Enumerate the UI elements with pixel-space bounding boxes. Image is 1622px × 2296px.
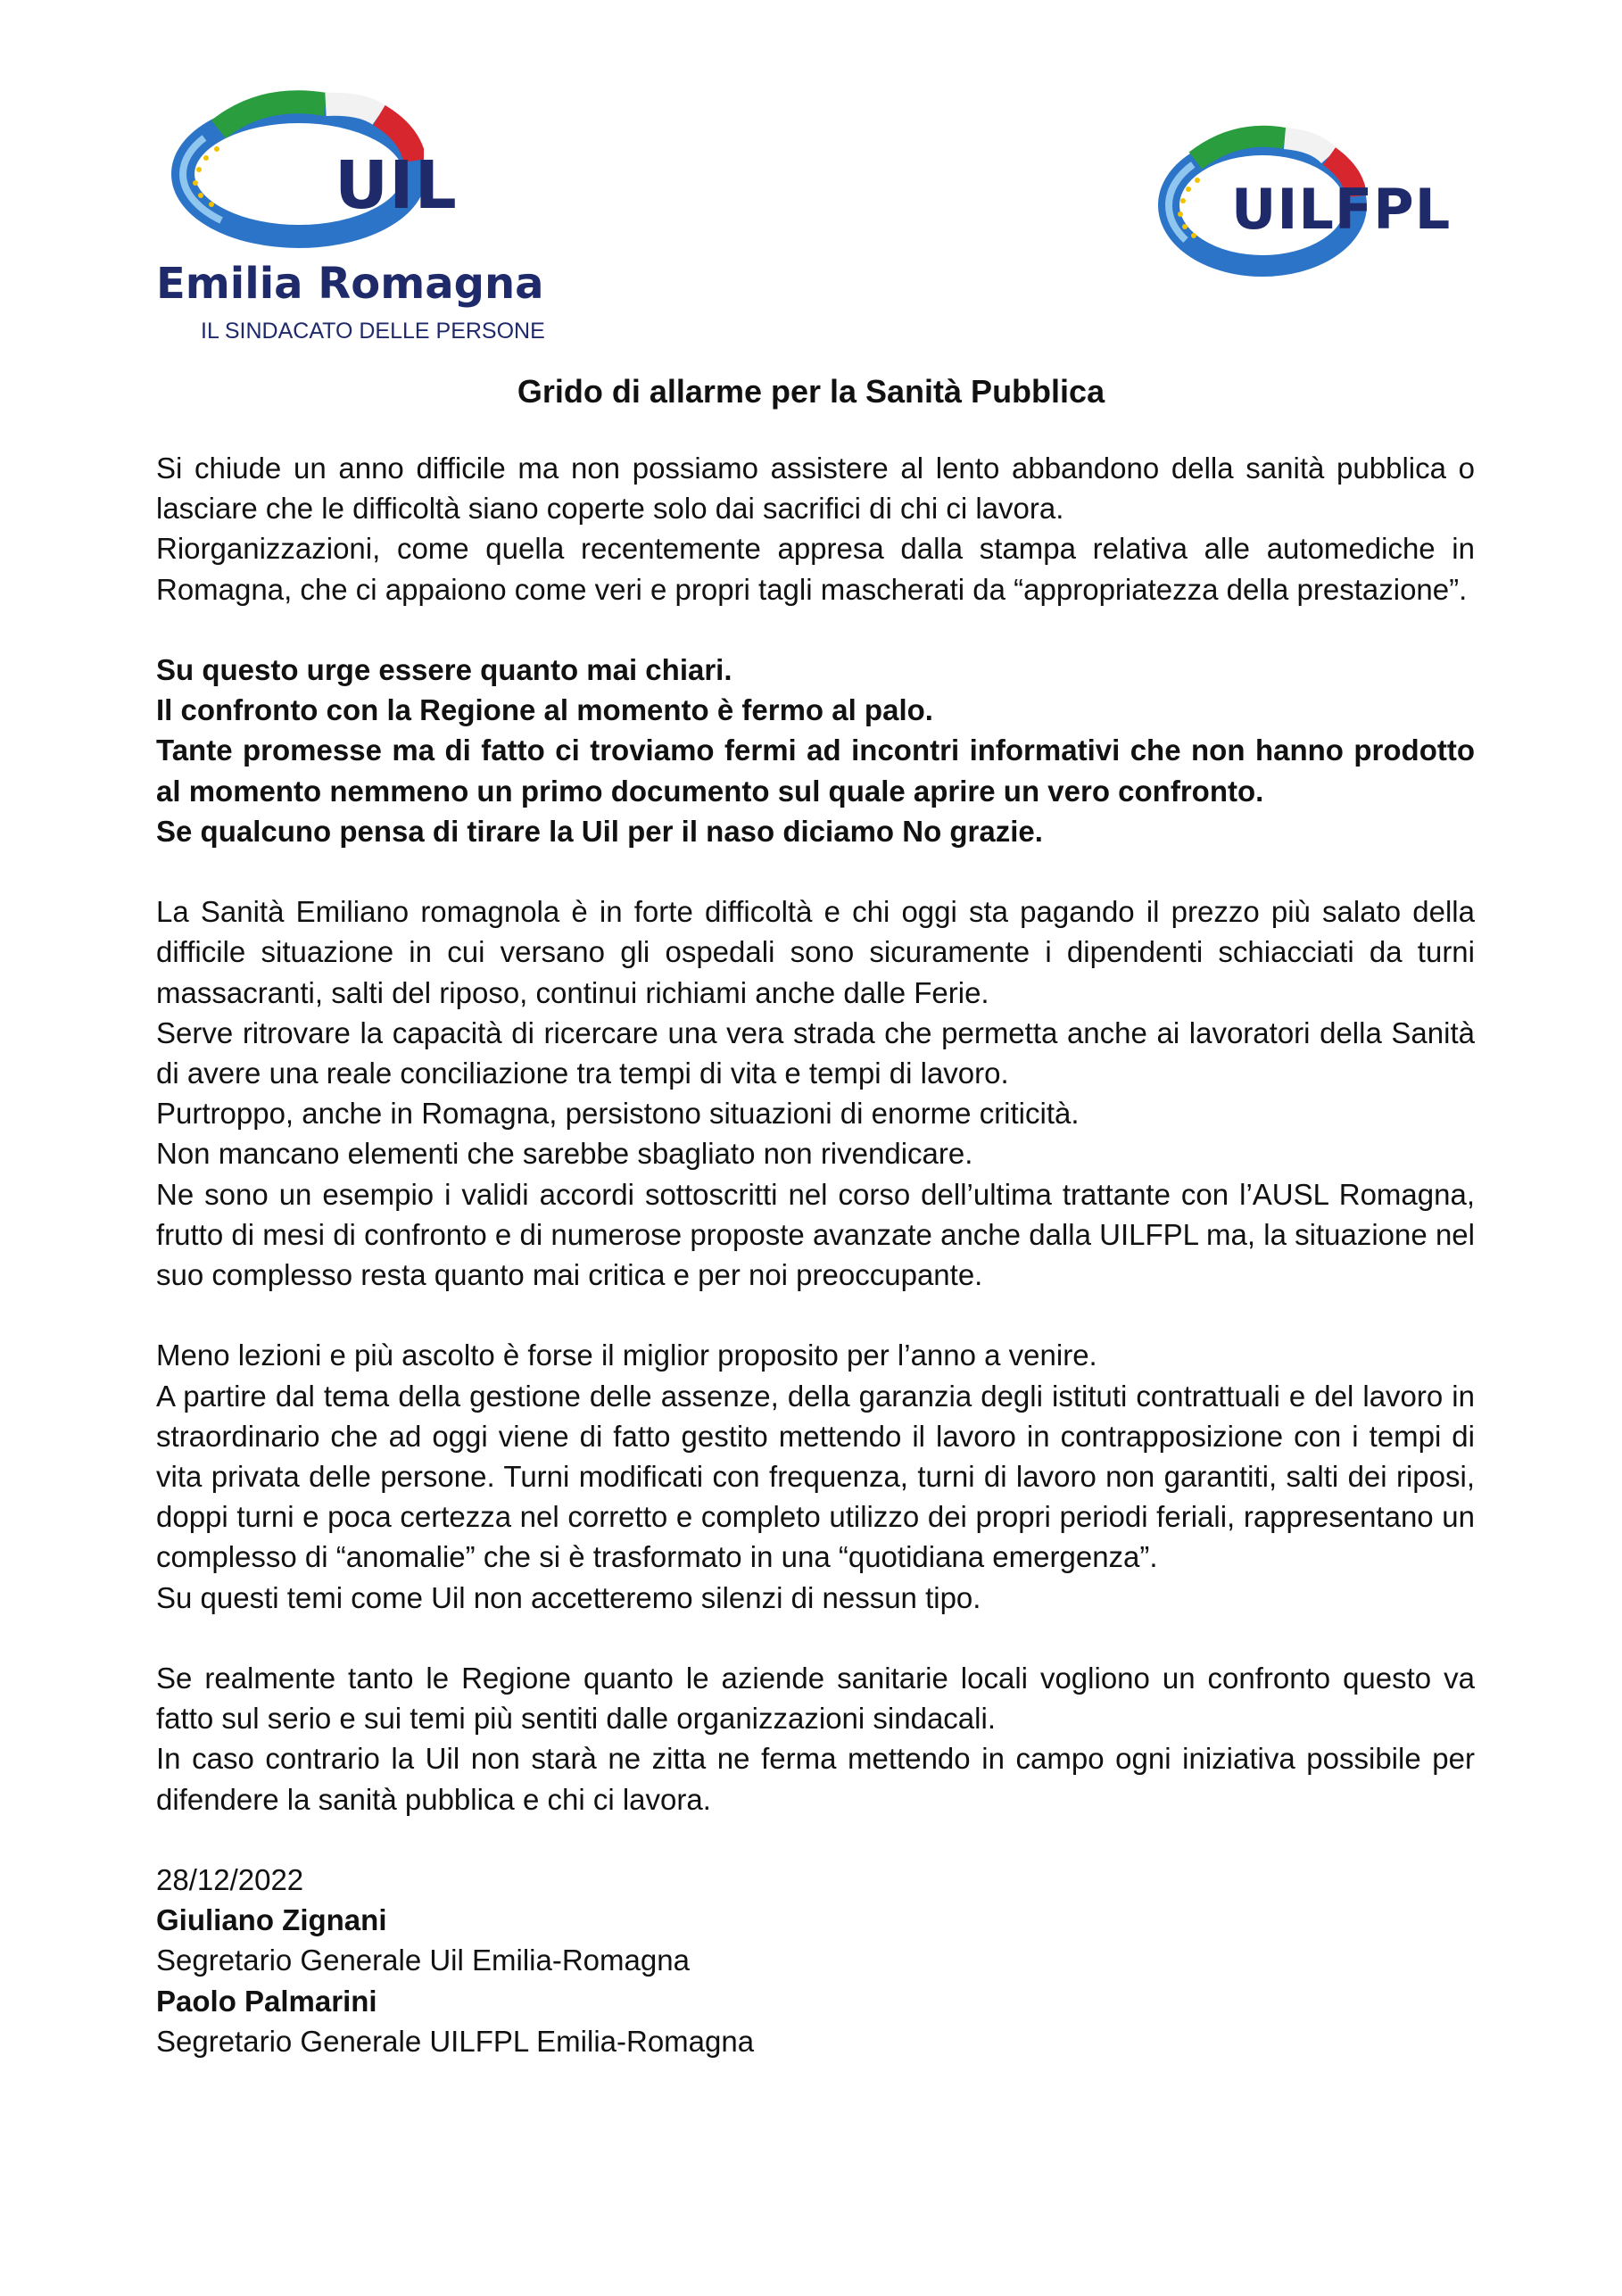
uil-emilia-romagna-logo xyxy=(156,85,567,352)
paragraph-line: Purtroppo, anche in Romagna, persistono situazioni di enorme criticità. xyxy=(156,1097,1080,1131)
paragraph-line: Ne sono un esempio i validi accordi sottoscritti nel corso dell’ultima trattante con l’AUSL Romagna, frutto di mesi di confronto e di numerose proposte avanzate anche dalla UILFPL ma, la situazione nel suo complesso resta quanto mai critica e per noi preoccupante. xyxy=(156,1177,1475,1292)
uil-wordmark: UIL xyxy=(335,147,458,224)
paragraph-line: Il confronto con la Regione al momento è fermo al palo. xyxy=(156,693,933,727)
paragraph-line: Si chiude un anno difficile ma non possiamo assistere al lento abbandono della sanità pubblica o lasciare che le difficoltà siano coperte solo dai sacrifici di chi ci lavora. xyxy=(156,452,1475,526)
paragraph-intro xyxy=(156,448,1475,609)
paragraph-line: Se qualcuno pensa di tirare la Uil per il naso diciamo No grazie. xyxy=(156,814,1043,848)
signer-name: Paolo Palmarini xyxy=(156,1984,377,2018)
signature-block xyxy=(156,1860,1475,2061)
document-date: 28/12/2022 xyxy=(156,1863,304,1897)
paragraph-line: Meno lezioni e più ascolto è forse il miglior proposito per l’anno a venire. xyxy=(156,1339,1097,1372)
paragraph-line: Riorganizzazioni, come quella recentemente appresa dalla stampa relativa alle automediche in Romagna, che ci appaiono come veri e propri tagli mascherati da “appropriatezza della prestazione”. xyxy=(156,532,1475,606)
signer-name: Giuliano Zignani xyxy=(156,1903,387,1937)
paragraph-line: Tante promesse ma di fatto ci troviamo fermi ad incontri informativi che non hanno prodotto al momento nemmeno un primo documento sul quale aprire un vero confronto. xyxy=(156,734,1475,808)
paragraph-bold-statement xyxy=(156,650,1475,851)
document-body xyxy=(156,448,1475,2061)
paragraph-line: In caso contrario la Uil non starà ne zitta ne ferma mettendo in campo ogni iniziativa possibile per difendere la sanità pubblica e chi ci lavora. xyxy=(156,1742,1475,1816)
logo-region-label: Emilia Romagna xyxy=(156,259,544,309)
paragraph-line: Su questi temi come Uil non accetteremo silenzi di nessun tipo. xyxy=(156,1580,981,1614)
paragraph-line: Se realmente tanto le Regione quanto le aziende sanitarie locali vogliono un confronto questo va fatto sul serio e sui temi più sentiti dalle organizzazioni sindacali. xyxy=(156,1662,1475,1736)
paragraph-line: Non mancano elementi che sarebbe sbagliato non rivendicare. xyxy=(156,1137,973,1171)
paragraph-line: La Sanità Emiliano romagnola è in forte difficoltà e chi oggi sta pagando il prezzo più salato della difficile situazione in cui versano gli ospedali sono sicuramente i dipendenti schiacciati da turni massacranti, salti del riposo, continui richiami anche dalle Ferie. xyxy=(156,895,1475,1009)
uilfpl-wordmark: UILFPL xyxy=(1231,177,1452,242)
document-title: Grido di allarme per la Sanità Pubblica xyxy=(517,373,1105,410)
logo-tagline: IL SINDACATO DELLE PERSONE xyxy=(201,319,545,344)
paragraph-line: Serve ritrovare la capacità di ricercare una vera strada che permetta anche ai lavoratori della Sanità di avere una reale conciliazione tra tempi di vita e tempi di lavoro. xyxy=(156,1015,1475,1090)
signer-role: Segretario Generale UILFPL Emilia-Romagna xyxy=(156,2024,755,2058)
paragraph-situation xyxy=(156,891,1475,1295)
uilfpl-logo xyxy=(1151,107,1472,303)
signer-role: Segretario Generale Uil Emilia-Romagna xyxy=(156,1944,690,1977)
paragraph-proposals xyxy=(156,1335,1475,1617)
paragraph-conclusion xyxy=(156,1658,1475,1819)
paragraph-line: Su questo urge essere quanto mai chiari. xyxy=(156,653,732,686)
paragraph-line: A partire dal tema della gestione delle assenze, della garanzia degli istituti contrattuali e del lavoro in straordinario che ad oggi viene di fatto gestito mettendo il lavoro in contrapposizione con i tempi di vita privata delle persone. Turni modificati con frequenza, turni di lavoro non garantiti, salti dei riposi, doppi turni e poca certezza nel corretto e completo utilizzo dei propri periodi feriali, rappresentano un complesso di “anomalie” che si è trasformato in una “quotidiana emergenza”. xyxy=(156,1379,1475,1574)
